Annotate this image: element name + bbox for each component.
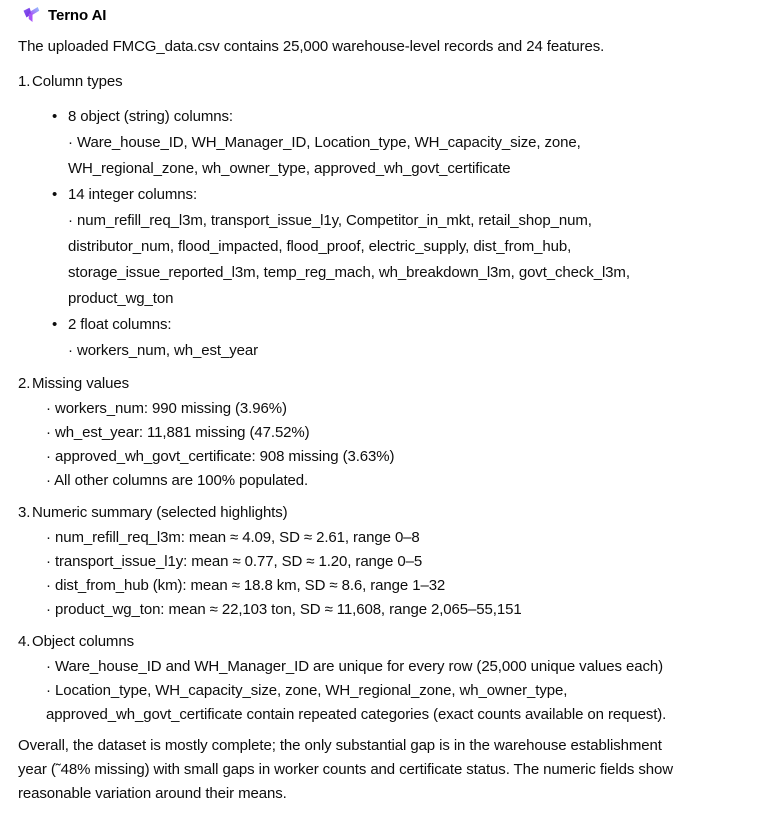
list-item: · dist_from_hub (km): mean ≈ 18.8 km, SD ≈ 8.6, range 1–32 [46, 577, 446, 594]
section-title: Object columns [32, 633, 134, 650]
list-item: · transport_issue_l1y: mean ≈ 0.77, SD ≈ 1.20, range 0–5 [46, 553, 423, 570]
bullet-detail-line: storage_issue_reported_l3m, temp_reg_mach, wh_breakdown_l3m, govt_check_l3m, [68, 264, 630, 281]
conclusion-line: Overall, the dataset is mostly complete; the only substantial gap is in the warehouse establishment [18, 737, 662, 754]
bullet-label: 8 object (string) columns: [68, 108, 233, 125]
bullet-detail-line: product_wg_ton [68, 290, 174, 307]
object-columns-list [18, 655, 744, 727]
section-number: 1. [18, 73, 31, 90]
bullet-detail-line: · num_refill_req_l3m, transport_issue_l1y, Competitor_in_mkt, retail_shop_num, [68, 212, 592, 229]
conclusion-text [18, 734, 744, 806]
list-item: · Location_type, WH_capacity_size, zone, WH_regional_zone, wh_owner_type, [46, 682, 568, 699]
bullet-icon: • [52, 186, 58, 203]
list-item: · num_refill_req_l3m: mean ≈ 4.09, SD ≈ 2.61, range 0–8 [46, 529, 420, 546]
bullet-label: 14 integer columns: [68, 186, 198, 203]
section-heading [18, 502, 744, 524]
section-number: 4. [18, 633, 31, 650]
conclusion-line: year (˜48% missing) with small gaps in worker counts and certificate status. The numeric fields show [18, 761, 673, 778]
intro-text: The uploaded FMCG_data.csv contains 25,000 warehouse-level records and 24 features. [18, 38, 605, 55]
list-item-content [68, 312, 258, 364]
terno-ai-logo-icon [22, 7, 40, 25]
numeric-summary-list [18, 526, 744, 622]
bullet-icon: • [52, 108, 58, 125]
section-column-types [18, 71, 744, 364]
section-missing-values [18, 373, 744, 493]
bullet-label: 2 float columns: [68, 316, 172, 333]
section-title: Missing values [32, 375, 129, 392]
list-item: · product_wg_ton: mean ≈ 22,103 ton, SD ≈ 11,608, range 2,065–55,151 [46, 601, 522, 618]
section-number: 3. [18, 504, 31, 521]
bullet-icon: • [52, 316, 58, 333]
bullet-detail-line: · workers_num, wh_est_year [68, 342, 258, 359]
conclusion-line: reasonable variation around their means. [18, 785, 287, 802]
list-item: · approved_wh_govt_certificate: 908 missing (3.63%) [46, 448, 395, 465]
list-item: · All other columns are 100% populated. [46, 472, 309, 489]
list-item: · wh_est_year: 11,881 missing (47.52%) [46, 424, 310, 441]
section-numeric-summary [18, 502, 744, 622]
section-heading [18, 71, 744, 93]
section-object-columns [18, 631, 744, 727]
section-number: 2. [18, 375, 31, 392]
list-item [52, 312, 744, 364]
section-heading [18, 631, 744, 653]
list-item [52, 104, 744, 182]
section-title: Column types [32, 73, 123, 90]
bullet-detail-line: distributor_num, flood_impacted, flood_proof, electric_supply, dist_from_hub, [68, 238, 572, 255]
section-title: Numeric summary (selected highlights) [32, 504, 288, 521]
list-item: · workers_num: 990 missing (3.96%) [46, 400, 287, 417]
brand-name: Terno AI [48, 7, 107, 24]
brand-header [22, 5, 744, 27]
missing-values-list [18, 397, 744, 493]
list-item [52, 182, 744, 312]
list-item: · Ware_house_ID and WH_Manager_ID are unique for every row (25,000 unique values each) [46, 658, 664, 675]
list-item-content [68, 104, 581, 182]
list-item-content [68, 182, 630, 312]
bullet-detail-line: · Ware_house_ID, WH_Manager_ID, Location_type, WH_capacity_size, zone, [68, 134, 581, 151]
bullet-detail-line: WH_regional_zone, wh_owner_type, approved_wh_govt_certificate [68, 160, 511, 177]
section-heading [18, 373, 744, 395]
column-type-list [18, 104, 744, 364]
list-item-continuation: approved_wh_govt_certificate contain repeated categories (exact counts available on request). [46, 706, 667, 723]
